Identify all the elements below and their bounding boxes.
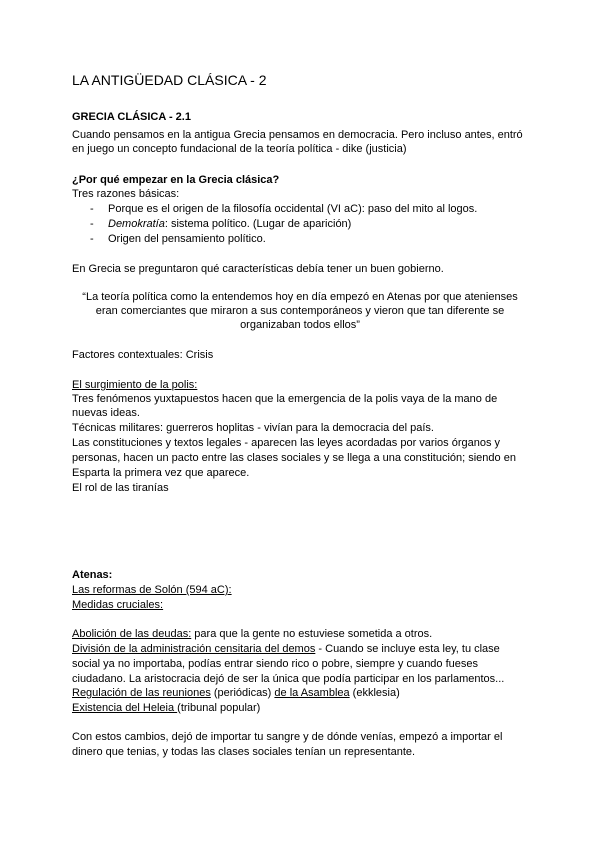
polis-line-7: El rol de las tiranías <box>72 482 169 494</box>
measure-text: para que la gente no estuviese sometida a otros. <box>191 628 433 640</box>
quote-line-1: “La teoría política como la entendemos hoy en día empezó en Atenas por que atenienses <box>82 291 518 303</box>
bullet-dash: - <box>90 203 94 215</box>
section-heading: GRECIA CLÁSICA - 2.1 <box>72 111 191 123</box>
intro-line-1: Cuando pensamos en la antigua Grecia pensamos en democracia. Pero incluso antes, entró <box>72 129 523 141</box>
measures-heading: Medidas cruciales: <box>72 599 164 611</box>
closing-line-1: Con estos cambios, dejó de importar tu sangre y de dónde venías, empezó a importar el <box>72 731 503 743</box>
measure-existencia <box>72 701 260 715</box>
polis-line-2: nuevas ideas. <box>72 407 140 419</box>
measure-title: Existencia del Heleia <box>72 702 178 714</box>
polis-heading: El surgimiento de la polis: <box>72 379 198 391</box>
factors-line: Factores contextuales: Crisis <box>72 349 214 361</box>
polis-line-3: Técnicas militares: guerreros hoplitas - vivían para la democracia del país. <box>72 422 434 434</box>
bullet-item <box>90 217 351 231</box>
bullet-dash: - <box>90 218 94 230</box>
intro-line-2: en juego un concepto fundacional de la teoría política - dike (justicia) <box>72 143 407 155</box>
bullet-text: Origen del pensamiento político. <box>108 233 266 245</box>
division-line-3: ciudadano. La aristocracia dejó de ser la única que podía participar en los parlamentos... <box>72 673 505 685</box>
measure-title: Regulación de las reuniones <box>72 687 211 699</box>
question-heading: ¿Por qué empezar en la Grecia clásica? <box>72 174 280 186</box>
measure-regulacion <box>72 686 400 700</box>
measure-text-2: (ekklesia) <box>349 687 400 699</box>
bullet-dash: - <box>90 233 94 245</box>
measure-title: Abolición de las deudas: <box>72 628 192 640</box>
question-line: En Grecia se preguntaron qué características debía tener un buen gobierno. <box>72 263 444 275</box>
polis-line-1: Tres fenómenos yuxtapuestos hacen que la emergencia de la polis vaya de la mano de <box>72 393 498 405</box>
measure-abolicion <box>72 627 432 641</box>
quote-line-2: eran comerciantes que miraron a sus contemporáneos y vieron que tan diferente se <box>95 305 505 317</box>
quote-line-3: organizaban todos ellos” <box>240 319 360 331</box>
measure-title-2: de la Asamblea <box>274 687 350 699</box>
bullet-italic-term: Demokratía <box>108 218 165 230</box>
bullet-item <box>90 202 477 216</box>
polis-line-4: Las constituciones y textos legales - aparecen las leyes acordadas por varios órganos y <box>72 437 501 449</box>
division-line-2: social ya no importaba, podías entrar siendo rico o pobre, siempre y cuando fueses <box>72 658 479 670</box>
atenas-heading: Atenas: <box>72 569 113 581</box>
measure-text: (tribunal popular) <box>177 702 261 714</box>
bullet-text: : sistema político. (Lugar de aparición) <box>164 218 352 230</box>
page-title: LA ANTIGÜEDAD CLÁSICA - 2 <box>72 72 267 88</box>
reforms-heading: Las reformas de Solón (594 aC): <box>72 584 232 596</box>
measure-division <box>72 642 500 656</box>
reasons-intro: Tres razones básicas: <box>72 188 180 200</box>
closing-line-2: dinero que tenias, y todas las clases sociales tenían un representante. <box>72 746 416 758</box>
measure-text: (periódicas) <box>210 687 275 699</box>
polis-line-5: personas, hacen un pacto entre las clases sociales y se llega a una constitución; siendo en <box>72 452 516 464</box>
polis-line-6: Esparta la primera vez que aparece. <box>72 467 250 479</box>
bullet-item <box>90 232 266 246</box>
bullet-text: Porque es el origen de la filosofía occidental (VI aC): paso del mito al logos. <box>108 203 478 215</box>
measure-text: - Cuando se incluye esta ley, tu clase <box>315 643 500 655</box>
measure-title: División de la administración censitaria del demos <box>72 643 316 655</box>
